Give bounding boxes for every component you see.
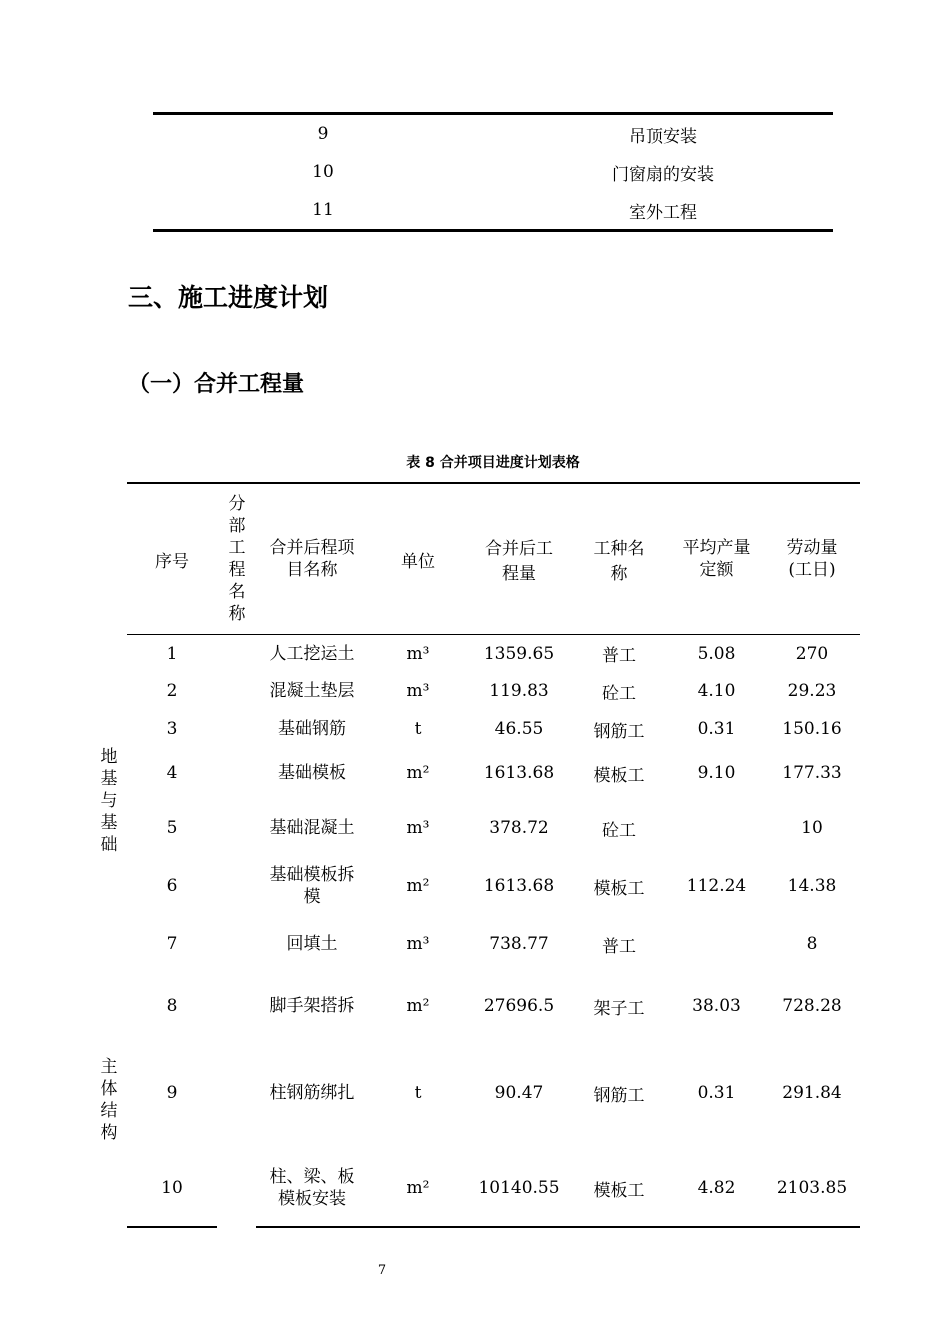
- cell-unit: t: [414, 1083, 422, 1103]
- cell-type: 普工: [602, 646, 636, 666]
- cell-type: 架子工: [593, 998, 645, 1019]
- table-bottom-rule: [153, 229, 833, 232]
- cell-name: 基础模板拆模: [269, 865, 355, 907]
- cell-rate: 4.82: [697, 1178, 736, 1198]
- header-type: 工种名称: [593, 539, 645, 584]
- section-heading: 三、施工进度计划: [128, 283, 329, 312]
- cell-qty: 27696.5: [483, 996, 555, 1016]
- cell-labor: 728.28: [782, 996, 842, 1016]
- cell-no: 6: [166, 876, 178, 896]
- cell-unit: m²: [406, 763, 430, 783]
- header-qty: 合并后工程量: [485, 539, 553, 584]
- cell-qty: 90.47: [494, 1083, 544, 1103]
- cell-qty: 1613.68: [483, 876, 555, 896]
- cell-qty: 119.83: [489, 681, 549, 701]
- cell-labor: 14.38: [787, 876, 837, 896]
- cell-unit: m²: [406, 1178, 430, 1198]
- cell-name: 柱、梁、板模板安装: [269, 1167, 355, 1209]
- cell-labor: 8: [806, 934, 818, 954]
- cell-no: 3: [166, 719, 178, 739]
- cell-type: 钢筋工: [593, 721, 645, 742]
- cell-no: 5: [166, 818, 178, 838]
- cell-name: 回填土: [286, 934, 338, 954]
- header-no: 序号: [155, 551, 189, 572]
- cell-qty: 738.77: [489, 934, 549, 954]
- cell-labor: 291.84: [782, 1083, 842, 1103]
- cell-no: 8: [166, 996, 178, 1016]
- cell-no: 2: [166, 681, 178, 701]
- table-row: [153, 191, 833, 229]
- table-caption: 表 8 合并项目进度计划表格: [406, 455, 580, 471]
- table-row: [153, 115, 833, 153]
- cell-unit: m²: [406, 996, 430, 1016]
- cell-unit: m³: [406, 818, 430, 838]
- row-number: 9: [317, 124, 329, 144]
- cell-type: 模板工: [593, 878, 645, 899]
- cell-name: 柱钢筋绑扎: [269, 1083, 355, 1103]
- cell-labor: 29.23: [787, 681, 837, 701]
- cell-name: 混凝土垫层: [269, 681, 355, 701]
- row-number: 11: [312, 200, 334, 220]
- cell-rate: 0.31: [697, 1083, 736, 1103]
- cell-rate: 38.03: [692, 996, 741, 1016]
- cell-type: 砼工: [602, 683, 636, 704]
- cell-no: 4: [166, 763, 178, 783]
- cell-name: 脚手架搭拆: [269, 996, 355, 1016]
- table-row: [127, 858, 860, 914]
- cell-qty: 1359.65: [483, 643, 555, 664]
- cell-rate: 9.10: [697, 763, 736, 783]
- cell-type: 钢筋工: [593, 1085, 645, 1106]
- cell-labor: 150.16: [782, 719, 842, 739]
- subsection-heading: （一）合并工程量: [128, 372, 305, 397]
- part-label-foundation: 地基与基础: [100, 747, 118, 855]
- cell-unit: m³: [406, 934, 430, 954]
- table-row: [127, 1038, 860, 1148]
- page-number: 7: [377, 1263, 387, 1278]
- header-labor: 劳动量(工日): [786, 538, 838, 580]
- cell-qty: 46.55: [494, 719, 544, 739]
- continuation-table: [153, 112, 833, 232]
- row-number: 10: [312, 162, 334, 182]
- cell-type: 普工: [602, 936, 636, 957]
- table-header-row: [127, 484, 860, 634]
- table-row: [153, 153, 833, 191]
- table-row: [127, 1148, 860, 1228]
- cell-unit: m³: [406, 643, 430, 664]
- cell-no: 7: [166, 934, 178, 954]
- table-bottom-rule-left: [127, 1226, 217, 1228]
- table-row: [127, 710, 860, 748]
- part-label-structure: 主体结构: [100, 1057, 118, 1143]
- row-name: 吊顶安装: [629, 126, 697, 147]
- table-row: [127, 798, 860, 858]
- cell-labor: 177.33: [782, 763, 842, 783]
- cell-rate: 112.24: [686, 876, 747, 896]
- header-rate: 平均产量定额: [682, 538, 751, 580]
- cell-no: 10: [161, 1178, 183, 1198]
- cell-name: 基础钢筋: [278, 719, 346, 739]
- cell-qty: 10140.55: [478, 1178, 560, 1198]
- cell-no: 1: [166, 643, 178, 664]
- cell-labor: 10: [801, 818, 823, 838]
- cell-rate: 4.10: [697, 681, 736, 701]
- cell-qty: 1613.68: [483, 763, 555, 783]
- cell-type: 砼工: [602, 820, 636, 841]
- row-name: 门窗扇的安装: [612, 164, 714, 185]
- table-bottom-rule-right: [256, 1226, 860, 1228]
- cell-name: 基础模板: [278, 763, 346, 783]
- cell-type: 模板工: [593, 765, 645, 786]
- table-row: [127, 635, 860, 672]
- cell-unit: m³: [406, 681, 430, 701]
- cell-labor: 2103.85: [776, 1178, 848, 1198]
- header-unit: 单位: [401, 551, 435, 572]
- cell-name: 基础混凝土: [269, 818, 355, 838]
- cell-name: 人工挖运土: [269, 643, 355, 664]
- table-row: [127, 672, 860, 710]
- header-part: 分部工程名称: [228, 494, 246, 624]
- table-row: [127, 748, 860, 798]
- cell-qty: 378.72: [489, 818, 549, 838]
- row-name: 室外工程: [629, 202, 697, 223]
- header-name: 合并后程项目名称: [269, 538, 355, 580]
- cell-labor: 270: [795, 643, 829, 664]
- table-row: [127, 914, 860, 974]
- cell-type: 模板工: [593, 1180, 645, 1201]
- cell-unit: m²: [406, 876, 430, 896]
- schedule-table: [127, 482, 860, 1228]
- cell-rate: 5.08: [697, 643, 736, 664]
- cell-rate: 0.31: [697, 719, 736, 739]
- cell-unit: t: [414, 719, 422, 739]
- cell-no: 9: [166, 1083, 178, 1103]
- table-row: [127, 974, 860, 1038]
